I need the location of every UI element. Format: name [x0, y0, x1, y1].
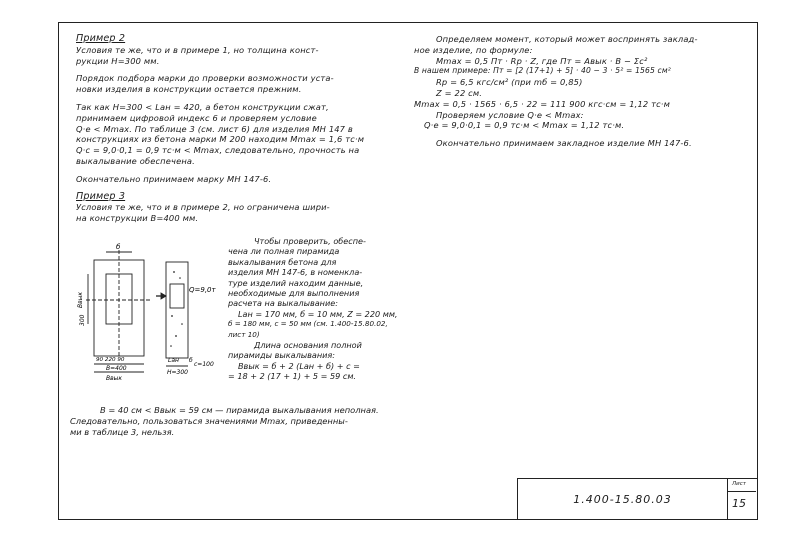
fig-text-line: Lан = 170 мм, б = 10 мм, Z = 220 мм,	[238, 308, 398, 319]
label-b400: B=400	[106, 365, 127, 372]
stamp-divider	[728, 491, 756, 492]
label-h300: H=300	[167, 369, 188, 376]
procedure-line-1: Порядок подбора марки до проверки возможности уста-	[76, 73, 334, 84]
check-line-1: Так как H=300 < Lан = 420, а бетон конструкции сжат,	[76, 101, 329, 112]
fig-text-line: = 18 + 2 (17 + 1) + 5 = 59 см.	[228, 371, 356, 382]
load-arrow-head	[161, 293, 166, 299]
formula-line-7: Q·e = 9,0·0,1 = 0,9 тс·м < Mmax = 1,12 тс·м.	[424, 120, 625, 131]
fig-text-line: туре изделий находим данные,	[228, 277, 364, 288]
formula-line-5: Mmax = 0,5 · 1565 · 6,5 · 22 = 111 900 кгс·см = 1,12 тс·м	[414, 98, 671, 109]
example3-line-1: Условия те же, что и в примере 2, но ограничена шири-	[76, 202, 330, 213]
final-part-line: Окончательно принимаем закладное изделие МН 147-6.	[436, 138, 692, 149]
fig-text-line: расчета на выкалывание:	[228, 298, 338, 309]
section-plate	[170, 284, 184, 308]
fig-text-line: Длина основания полной	[254, 340, 362, 351]
embedded-part-sketch	[76, 240, 220, 390]
check-line-2: принимаем цифровой индекс 6 и проверяем условие	[76, 112, 317, 123]
final-mark-line: Окончательно принимаем марку МН 147-6.	[76, 173, 272, 184]
fig-text-line: выкалывания бетона для	[228, 256, 337, 267]
label-lan: Lан	[168, 357, 179, 364]
conclusion-line-2: Следовательно, пользоваться значениями Mmax, приведенны-	[70, 415, 348, 426]
label-bvyk-bottom: Bвык	[106, 375, 123, 382]
label-q: Q=9,0т	[189, 286, 216, 294]
procedure-line-2: новки изделия в конструкции остается прежним.	[76, 84, 302, 95]
check-line-4: конструкциях из бетона марки М 200 находим Mmax = 1,6 тс·м	[76, 134, 365, 145]
conclusion-line-1: B = 40 см < Bвык = 59 см — пирамида выкалывания неполная.	[100, 405, 379, 415]
example2-line-1: Условия те же, что и в примере 1, но толщина конст-	[76, 44, 319, 55]
fig-text-line: пирамиды выкалывания:	[228, 350, 336, 361]
sheet-label: Лист	[732, 481, 746, 487]
label-bvyk: Bвык	[77, 291, 84, 308]
formula-line-1: Mmax = 0,5 Пт · Rр · Z, где Пт = Aвык · B − Σc²	[436, 55, 648, 66]
intro-line-1: Определяем момент, который может воспринять заклад-	[436, 34, 698, 44]
fig-text-line: Чтобы проверить, обеспе-	[254, 236, 366, 246]
sheet-number: 15	[732, 497, 746, 510]
formula-line-4: Z = 22 см.	[436, 87, 483, 98]
check-line-6: выкалывание обеспечена.	[76, 155, 195, 166]
document-code: 1.400-15.80.03	[518, 479, 728, 520]
fig-text-line: изделия МН 147-6, в номенкла-	[228, 267, 363, 278]
left-column	[76, 34, 394, 224]
fig-text-line: б = 180 мм, c = 50 мм (см. 1.400-15.80.02, лист 10)	[228, 319, 388, 339]
intro-line-2: ное изделие, по формуле:	[414, 44, 533, 55]
example2-line-2: рукции H=300 мм.	[76, 55, 160, 66]
formula-line-3: Rр = 6,5 кгс/см² (при mб = 0,85)	[436, 77, 583, 88]
title-block	[517, 478, 757, 520]
example3-line-2: на конструкции B=400 мм.	[76, 213, 199, 224]
fig-text-line: Bвык = б + 2 (Lан + б) + с =	[238, 360, 360, 371]
label-delta: б	[189, 357, 193, 364]
conclusion-text	[70, 405, 400, 437]
right-column	[414, 34, 754, 149]
label-b: б	[116, 243, 121, 251]
formula-line-2: В нашем примере: Пт = [2 (17+1) + 5] · 40 − 3 · 5² = 1565 см²	[414, 66, 671, 76]
label-300: 300	[79, 314, 86, 326]
section-outline	[166, 262, 188, 358]
label-dims: 90 220 90	[96, 357, 125, 363]
check-line-3: Q·e < Mmax. По таблице 3 (см. лист 6) для изделия МН 147 в	[76, 123, 353, 134]
fig-text-line: необходимые для выполнения	[228, 288, 360, 299]
formula-line-6: Проверяем условие Q·e < Mmax:	[436, 109, 584, 120]
figure-explanation	[228, 236, 398, 382]
example2-heading: Пример 2	[76, 33, 126, 44]
conclusion-line-3: ми в таблице 3, нельзя.	[70, 426, 175, 437]
check-line-5: Q·c = 9,0·0,1 = 0,9 тс·м < Mmax, следовательно, прочность на	[76, 145, 360, 156]
fig-text-line: чена ли полная пирамида	[228, 246, 340, 257]
example3-heading: Пример 3	[76, 190, 126, 202]
label-c100: c=100	[194, 361, 214, 368]
